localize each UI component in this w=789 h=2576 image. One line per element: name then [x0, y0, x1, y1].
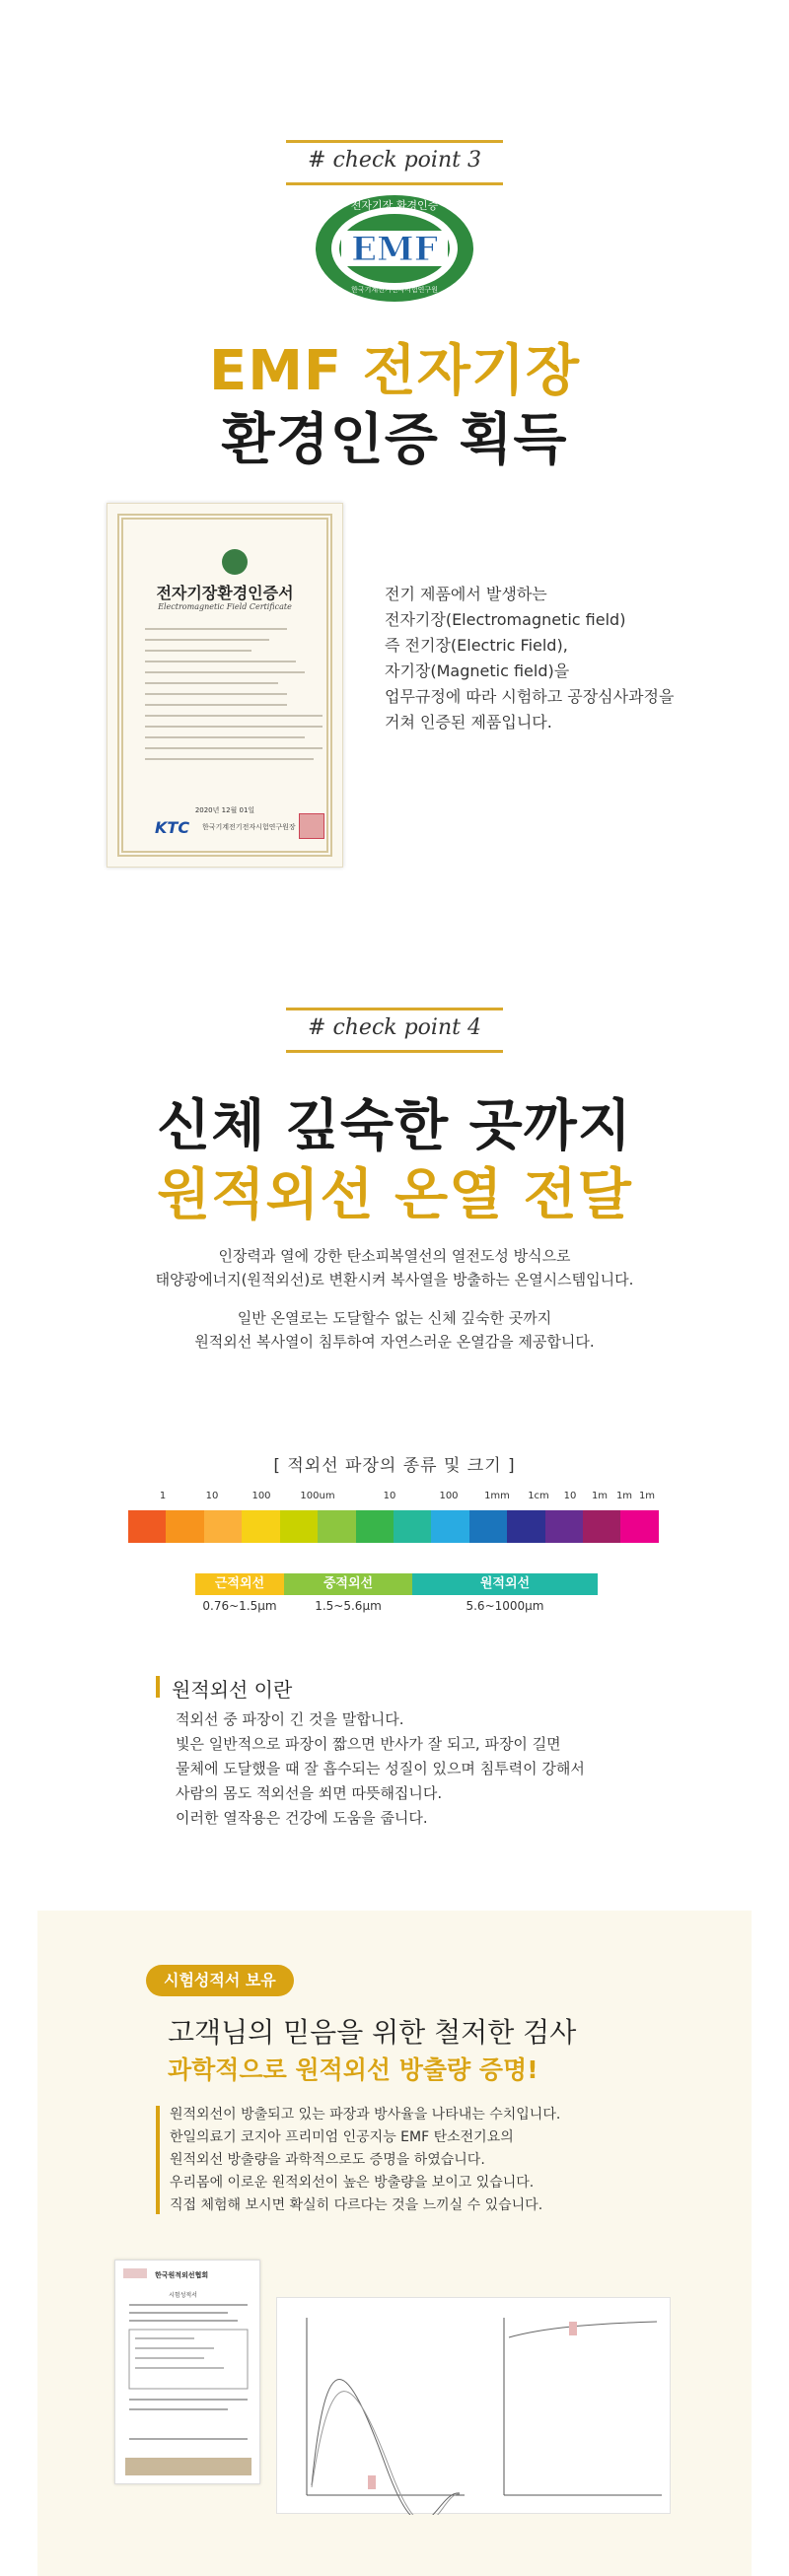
spectrum-color-segment	[204, 1510, 242, 1543]
certificate-description-line: 자기장(Magnetic field)을	[385, 661, 570, 680]
checkpoint3-label: # check point 3	[308, 148, 481, 173]
checkpoint4-rule-bottom	[286, 1050, 503, 1053]
spectrum-tick-label: 1m	[638, 1491, 656, 1501]
spectrum-tick-label: 1cm	[528, 1491, 549, 1501]
definition-line: 물체에 도달했을 때 잘 흡수되는 성질이 있으며 침투력이 강해서	[176, 1760, 585, 1777]
certificate-description-line: 거쳐 인증된 제품입니다.	[385, 713, 552, 731]
checkpoint4-label: # check point 4	[308, 1015, 481, 1040]
checkpoint3-title-line2: 환경인증 획득	[221, 408, 568, 472]
certificate-emblem-icon	[222, 549, 248, 575]
spectrum-color-segment	[469, 1510, 507, 1543]
checkpoint4-title-line2: 원적외선 온열 전달	[157, 1163, 632, 1227]
intro-paragraph-line: 원적외선 복사열이 침투하여 자연스러운 온열감을 제공합니다.	[194, 1333, 595, 1351]
spectrum-tick-label: 1m	[615, 1491, 633, 1501]
intro-paragraph-line: 인장력과 열에 강한 탄소피복열선의 열전도성 방식으로	[218, 1247, 571, 1265]
certificate-description	[385, 582, 720, 735]
spectrum-color-bar	[128, 1510, 659, 1543]
emf-logo-top-text: 전자기장 환경인증	[350, 199, 439, 212]
checkpoint3-rule-bottom	[286, 182, 503, 185]
certificate-description-line: 즉 전기장(Electric Field),	[385, 636, 568, 655]
test-report-heading: 고객님의 믿음을 위한 철저한 검사	[168, 2016, 577, 2049]
far-infrared-band: 원적외선	[412, 1573, 598, 1595]
certificate-org-name: 한국기계전기전자시험연구원장	[202, 823, 296, 831]
test-report-line: 원적외선 방출량을 과학적으로도 증명을 하였습니다.	[170, 2152, 485, 2168]
certificate-date: 2020년 12월 01일	[194, 806, 255, 814]
definition-line: 사람의 몸도 적외선을 쐬면 따뜻해집니다.	[176, 1784, 443, 1802]
checkpoint3-title-line1: EMF 전자기장	[208, 339, 581, 403]
certificate-subtitle: Electromagnetic Field Certificate	[158, 602, 292, 611]
test-report-subheading: 과학적으로 원적외선 방출량 증명!	[168, 2055, 538, 2084]
spectrum-color-segment	[166, 1510, 203, 1543]
spectrum-tick-labels	[128, 1491, 661, 1510]
spectrum-color-segment	[507, 1510, 544, 1543]
test-report-line: 우리몸에 이로운 원적외선이 높은 방출량을 보이고 있습니다.	[170, 2175, 535, 2191]
intro-paragraph-line: 일반 온열로는 도달할수 없는 신체 깊숙한 곳까지	[237, 1309, 552, 1327]
emf-logo-bottom-text: 한국기계전기전자시험연구원	[351, 286, 438, 294]
definition-title: 원적외선 이란	[172, 1678, 293, 1702]
certificate-org-logo: KTC	[155, 818, 190, 837]
certificate-description-line: 전자기장(Electromagnetic field)	[385, 610, 626, 629]
certificate-description-line: 전기 제품에서 발생하는	[385, 585, 547, 603]
spectrum-title: [ 적외선 파장의 종류 및 크기 ]	[273, 1456, 516, 1476]
spectrum-tick-label: 10	[563, 1491, 577, 1501]
spectrum-tick-label: 1mm	[484, 1491, 510, 1501]
test-report-text	[170, 2104, 682, 2217]
definition-line: 적외선 중 파장이 긴 것을 말합니다.	[176, 1710, 404, 1728]
test-report-line: 직접 체험해 보시면 확실히 다르다는 것을 느끼실 수 있습니다.	[170, 2197, 543, 2213]
spectrum-color-segment	[394, 1510, 431, 1543]
spectrum-color-segment	[620, 1510, 658, 1543]
doc-thumb-title: 한국원적외선협회	[155, 2271, 209, 2279]
spectrum-color-segment	[583, 1510, 620, 1543]
spectrum-tick-label: 10	[383, 1491, 396, 1501]
spectrum-tick-label: 100um	[300, 1491, 335, 1501]
certificate-seal-icon	[299, 813, 324, 839]
test-report-badge: 시험성적서 보유	[146, 1965, 294, 1996]
intro-paragraph-1	[0, 1244, 789, 1291]
checkpoint4-title-line1: 신체 깊숙한 곳까지	[157, 1094, 632, 1158]
mid-infrared-band: 중적외선	[284, 1573, 412, 1595]
definition-line: 이러한 열작용은 건강에 도움을 줍니다.	[176, 1809, 428, 1827]
spectrum-tick-label: 100	[439, 1491, 459, 1501]
certificate-title: 전자기장환경인증서	[156, 584, 294, 602]
spectrum-tick-label: 1m	[591, 1491, 609, 1501]
spectrum-color-segment	[318, 1510, 355, 1543]
intro-paragraph-line: 태양광에너지(원적외선)로 변환시켜 복사열을 방출하는 온열시스템입니다.	[155, 1271, 634, 1288]
spectrum-tick-label: 1	[159, 1491, 167, 1501]
doc-thumb-body	[115, 2261, 261, 2485]
definition-line: 빛은 일반적으로 파장이 짧으면 반사가 잘 되고, 파장이 길면	[176, 1735, 561, 1753]
spectrum-tick-label: 100	[251, 1491, 271, 1501]
test-report-line: 원적외선이 방출되고 있는 파장과 방사율을 나타내는 수치입니다.	[170, 2107, 561, 2123]
spectrum-color-segment	[128, 1510, 166, 1543]
spectrum-color-segment	[431, 1510, 468, 1543]
definition-text	[176, 1707, 669, 1831]
test-report-document-image	[114, 2260, 260, 2484]
test-report-line: 한일의료기 코지아 프리미엄 인공지능 EMF 탄소전기요의	[170, 2129, 514, 2145]
spectrum-color-segment	[242, 1510, 279, 1543]
near-infrared-range: 0.76~1.5μm	[202, 1599, 277, 1613]
emf-certificate-image	[107, 503, 343, 868]
test-report-accent-bar	[156, 2106, 160, 2214]
spectrum-color-segment	[280, 1510, 318, 1543]
spectrum-tick-label: 10	[205, 1491, 219, 1501]
mid-infrared-range: 1.5~5.6μm	[315, 1599, 382, 1613]
test-report-graph-image	[276, 2297, 671, 2514]
spectrum-color-segment	[545, 1510, 583, 1543]
emission-graphs	[277, 2298, 672, 2515]
far-infrared-range: 5.6~1000μm	[466, 1599, 544, 1613]
intro-paragraph-2	[0, 1306, 789, 1354]
checkpoint4-rule-top	[286, 1008, 503, 1010]
doc-thumb-subtitle: 시험성적서	[169, 2292, 197, 2299]
certificate-body-lines	[145, 628, 323, 769]
spectrum-color-segment	[356, 1510, 394, 1543]
definition-accent-bar	[156, 1676, 160, 1698]
checkpoint3-rule-top	[286, 140, 503, 143]
certificate-description-line: 업무규정에 따라 시험하고 공장심사과정을	[385, 687, 675, 706]
emf-certification-logo	[312, 187, 477, 306]
emf-logo-center-text: EMF	[351, 230, 438, 269]
near-infrared-band: 근적외선	[195, 1573, 284, 1595]
